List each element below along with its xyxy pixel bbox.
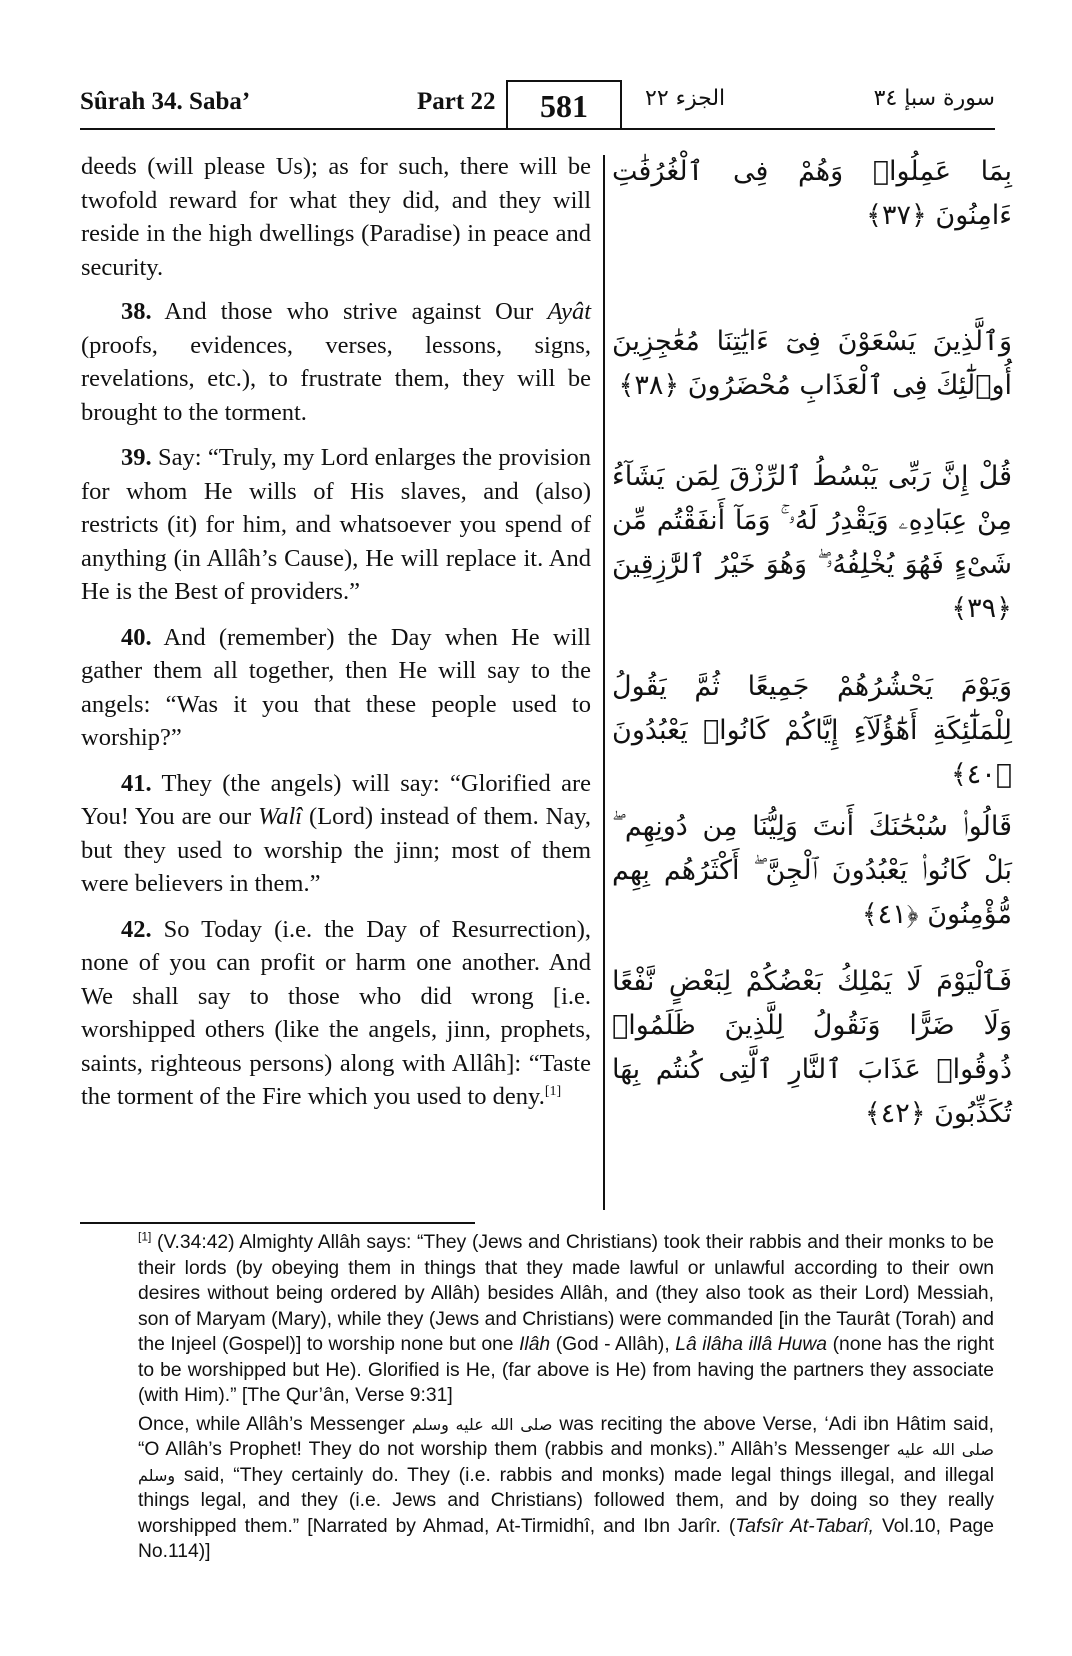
footnote-text: Once, while Allâh’s Messenger bbox=[138, 1413, 412, 1435]
arabic-verse-40: وَيَوْمَ يَحْشُرُهُمْ جَمِيعًا ثُمَّ يَقُولُ لِلْمَلَٰٓئِكَةِ أَهَٰٓؤُلَآءِ إِيَّاكُمْ كَانُوا۟ يَعْبُدُونَ ﴿٤٠﴾ bbox=[612, 671, 1012, 790]
verse-number: 42. bbox=[121, 915, 152, 943]
footnote-text: (none has the right to be worshipped but He). Glorified is He, (far above is He) from having the partners they associate (with Him).” [The Qur’ân, Verse 9:31] bbox=[138, 1334, 994, 1406]
page-number: 581 bbox=[540, 87, 588, 124]
arabic-verse-42: فَٱلْيَوْمَ لَا يَمْلِكُ بَعْضُكُمْ لِبَعْضٍ نَّفْعًا وَلَا ضَرًّا وَنَقُولُ لِلَّذِينَ ظَلَمُوا۟ ذُوقُوا۟ عَذَابَ ٱلنَّارِ ٱلَّتِى كُنتُم بِهَا تُكَذِّبُونَ ﴿٤٢﴾ bbox=[612, 966, 1012, 1129]
footnote-text: (V.34:42) Almighty Allâh says: “They (Jews and Christians) took their rabbis and their monks to be their lords (by obeying them in things that they made lawful or unlawful according to their own desires without being ordered by Allâh) besides Allâh, and (they also took as their Lord) Messiah, son of Maryam (Mary), while they (Jews and Christians) were commanded [in the Taurât (Torah) and the Injeel (Gospel)] to worship none but one bbox=[138, 1232, 994, 1355]
verse-text: (Lord) instead of them. Nay, but they used to worship the jinn; most of them were believers in them.” bbox=[81, 803, 592, 897]
footnote-text: (God - Allâh), bbox=[550, 1334, 676, 1355]
footnote-reference: [1] bbox=[544, 1083, 562, 1099]
verse-number: 38. bbox=[121, 298, 152, 325]
verse-37-continuation: deeds (will please Us); as for such, there will be twofold reward for what they did, and they will reside in the high dwellings (Paradise) in peace and security. bbox=[81, 153, 591, 281]
verse-42 bbox=[81, 913, 591, 1114]
footnote-text: was reciting the above Verse, ‘Adi ibn Hâtim said, “O Allâh’s Prophet! They do not worship them (rabbis and monks).” Allâh’s Messenger bbox=[138, 1413, 994, 1460]
verse-38 bbox=[81, 295, 591, 429]
verse-term: Ayât bbox=[547, 298, 591, 325]
footnote-paragraph-1 bbox=[138, 1230, 994, 1409]
surah-title-arabic: سورة سبإ ٣٤ bbox=[873, 86, 995, 111]
translation-column bbox=[81, 150, 591, 1114]
column-divider bbox=[603, 155, 605, 1210]
footnote-paragraph-2 bbox=[138, 1412, 994, 1565]
footnote bbox=[138, 1230, 994, 1568]
verse-number: 41. bbox=[121, 769, 152, 797]
footnote-marker: [1] bbox=[138, 1229, 152, 1244]
arabic-verse-37: بِمَا عَمِلُوا۟ وَهُمْ فِى ٱلْغُرُفَٰتِ ءَامِنُونَ ﴿٣٧﴾ bbox=[612, 156, 1012, 231]
verse-39 bbox=[81, 441, 591, 609]
arabic-verse-38: وَٱلَّذِينَ يَسْعَوْنَ فِىٓ ءَايَٰتِنَا مُعَٰجِزِينَ أُو۟لَٰٓئِكَ فِى ٱلْعَذَابِ مُحْضَرُونَ ﴿٣٨﴾ bbox=[612, 326, 1012, 401]
verse-term: Walî bbox=[258, 803, 303, 830]
verse-text: Say: “Truly, my Lord enlarges the provision for whom He wills of His slaves, and (also) restricts (it) for him, and whatsoever you spend of anything (in Allâh’s Cause), He will replace it. And He is the Best of providers.” bbox=[81, 444, 591, 605]
footnote-term: Lâ ilâha illâ Huwa bbox=[675, 1334, 828, 1355]
footnote-text: Vol.10, Page No.114)] bbox=[138, 1515, 994, 1562]
verse-text: And those who strive against Our bbox=[151, 298, 548, 325]
verse-number: 40. bbox=[121, 623, 152, 651]
salawat-glyph: صلى الله عليه وسلم bbox=[411, 1414, 553, 1434]
verse-41 bbox=[81, 767, 591, 901]
part-label-arabic: الجزء ٢٢ bbox=[645, 86, 726, 111]
page-header bbox=[80, 80, 995, 130]
verse-text: They (the angels) will say: “Glorified are You! You are our bbox=[81, 769, 591, 830]
arabic-verse-41: قَالُوا۟ سُبْحَٰنَكَ أَنتَ وَلِيُّنَا مِن دُونِهِم ۖ بَلْ كَانُوا۟ يَعْبُدُونَ ٱلْجِنَّ ۖ أَكْثَرُهُم بِهِم مُّؤْمِنُونَ ﴿٤١﴾ bbox=[612, 811, 1012, 930]
page-number-box bbox=[506, 80, 622, 130]
header-rule bbox=[80, 128, 995, 130]
footnote-rule bbox=[80, 1222, 475, 1224]
arabic-verse-39: قُلْ إِنَّ رَبِّى يَبْسُطُ ٱلرِّزْقَ لِمَن يَشَآءُ مِنْ عِبَادِهِۦ وَيَقْدِرُ لَهُۥ ۚ وَمَآ أَنفَقْتُم مِّن شَىْءٍ فَهُوَ يُخْلِفُهُۥ ۖ وَهُوَ خَيْرُ ٱلرَّٰزِقِينَ ﴿٣٩﴾ bbox=[612, 461, 1012, 624]
verse-text: (proofs, evidences, verses, lessons, signs, revelations, etc.), to frustrate them, they will be brought to the torment. bbox=[81, 331, 591, 426]
verse-number: 39. bbox=[121, 444, 152, 471]
footnote-term: Ilâh bbox=[519, 1334, 551, 1355]
part-label-english: Part 22 bbox=[417, 88, 496, 115]
surah-title-english: Sûrah 34. Saba’ bbox=[80, 88, 251, 115]
verse-text: So Today (i.e. the Day of Resurrection), none of you can profit or harm one another. And We shall say to those who did wrong [i.e. worshipped others (like the angels, jinn, prophets, saints, righteous persons) along with Allâh]: “Taste the torment of the Fire which you used to deny. bbox=[81, 915, 591, 1110]
footnote-text: said, “They certainly do. They (i.e. rabbis and monks) made legal things illegal, and illegal things legal, and they (i.e. Jews and Christians) followed them, and by doing so they really worshipped them.” [Narrated by Ahmad, At-Tirmidhî, and Ibn Jarîr. ( bbox=[138, 1464, 994, 1537]
verse-text: And (remember) the Day when He will gather them all together, then He will say to the angels: “Was it you that these people used to worship?” bbox=[81, 623, 591, 751]
verse-40 bbox=[81, 621, 591, 755]
footnote-source: Tafsîr At-Tabarî, bbox=[735, 1515, 875, 1537]
salawat-glyph: صلى الله عليه وسلم bbox=[138, 1440, 994, 1485]
